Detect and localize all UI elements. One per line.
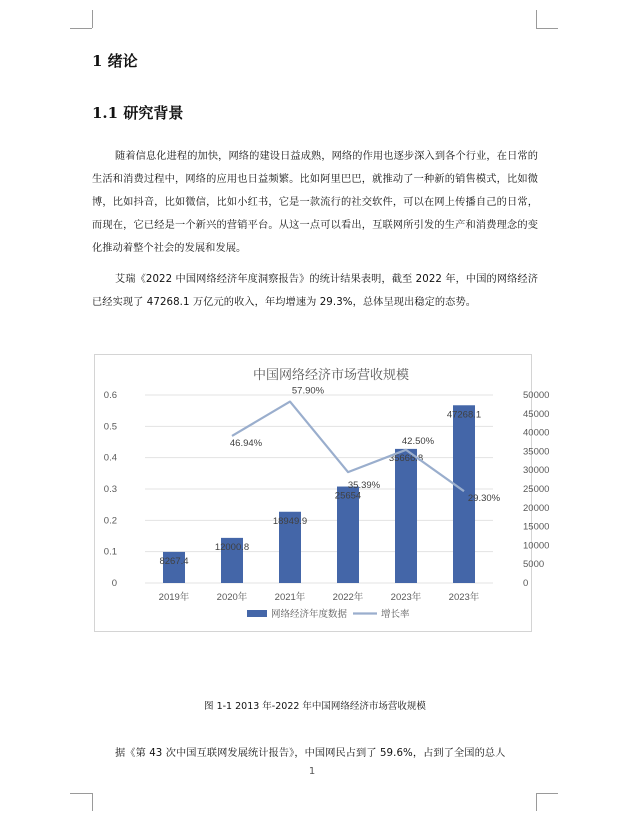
crop-mark: [536, 10, 537, 28]
right-axis-tick-label: 40000: [523, 427, 550, 439]
page-number: 1: [308, 766, 316, 777]
bar-data-label: 12000.8: [214, 541, 250, 553]
left-axis-tick-label: 0.3: [103, 484, 117, 495]
category-label: 2022年: [332, 592, 364, 603]
bar-data-label: 35666.8: [388, 452, 424, 464]
revenue-chart: [95, 355, 550, 631]
category-label: 2023年: [390, 592, 422, 603]
chart-title: 中国网络经济市场营收规模: [252, 367, 410, 382]
right-axis-tick-label: 45000: [523, 408, 550, 420]
chart-frame: [94, 354, 550, 632]
category-label: 2023年: [448, 592, 480, 603]
left-axis-tick-label: 0.5: [103, 421, 117, 433]
category-label: 2021年: [274, 592, 306, 603]
legend-label: 增长率: [381, 609, 410, 620]
crop-mark: [536, 793, 558, 794]
left-axis-tick-label: 0.1: [103, 546, 117, 558]
right-axis-tick-label: 25000: [523, 484, 550, 495]
crop-mark: [70, 793, 92, 794]
right-axis-tick-label: 20000: [523, 502, 550, 514]
left-axis-tick-label: 0.2: [103, 515, 117, 527]
bar-data-label: 25654: [334, 490, 362, 502]
left-axis-tick-label: 0.6: [103, 390, 117, 401]
body-paragraph: 艾瑞《2022 中国网络经济年度洞察报告》的统计结果表明，截至 2022 年，中国的网络经济已经实现了 47268.1 万亿元的收入，年均增速为 29.3%，总体呈现出稳定的态势。: [92, 274, 538, 308]
chapter-heading: 1 绪论: [92, 52, 138, 70]
body-paragraph: 据《第 43 次中国互联网发展统计报告》，中国网民占到了 59.6%，占到了全国的总人: [115, 748, 506, 759]
line-data-label: 57.90%: [291, 385, 325, 397]
left-axis-tick-label: 0.4: [103, 452, 117, 464]
category-label: 2019年: [158, 592, 190, 603]
figure-caption: 图 1-1 2013 年-2022 年中国网络经济市场营收规模: [204, 701, 426, 712]
left-axis-tick-label: 0: [111, 578, 117, 589]
line-data-label: 35.39%: [347, 480, 381, 492]
line-data-label: 29.30%: [467, 493, 501, 505]
bar-data-label: 47268.1: [446, 409, 482, 421]
right-axis-tick-label: 0: [523, 578, 529, 589]
right-axis-tick-label: 5000: [523, 559, 545, 571]
legend-label: 网络经济年度数据: [271, 609, 348, 620]
line-data-label: 42.50%: [401, 435, 435, 447]
line-data-label: 46.94%: [229, 437, 263, 449]
legend-swatch-bars: [247, 610, 267, 617]
crop-mark: [536, 28, 558, 29]
crop-mark: [92, 793, 93, 811]
right-axis-tick-label: 50000: [523, 390, 550, 401]
right-axis-tick-label: 10000: [523, 540, 550, 552]
section-heading: 1.1 研究背景: [92, 104, 184, 122]
bar: [395, 449, 417, 583]
category-label: 2020年: [216, 592, 248, 603]
right-axis-tick-label: 35000: [523, 446, 550, 458]
right-axis-tick-label: 15000: [523, 521, 550, 533]
crop-mark: [92, 10, 93, 28]
right-axis-tick-label: 30000: [523, 465, 550, 477]
crop-mark: [70, 28, 92, 29]
bar-data-label: 8267.4: [159, 555, 189, 567]
crop-mark: [536, 793, 537, 811]
bar-data-label: 18949.9: [272, 515, 308, 527]
body-paragraph: 随着信息化进程的加快，网络的建设日益成熟，网络的作用也逐步深入到各个行业，在日常的生活和消费过程中，网络的应用也日益频繁。比如阿里巴巴，就推动了一种新的销售模式，比如微博，比如抖音，比如微信，比如小红书，它是一款流行的社交软件，可以在网上传播自己的日常，而现在，它已经是一个新兴的营销平台。从这一点可以看出，互联网所引发的生产和消费理念的变化推动着整个社会的发展和发展。: [92, 151, 538, 254]
